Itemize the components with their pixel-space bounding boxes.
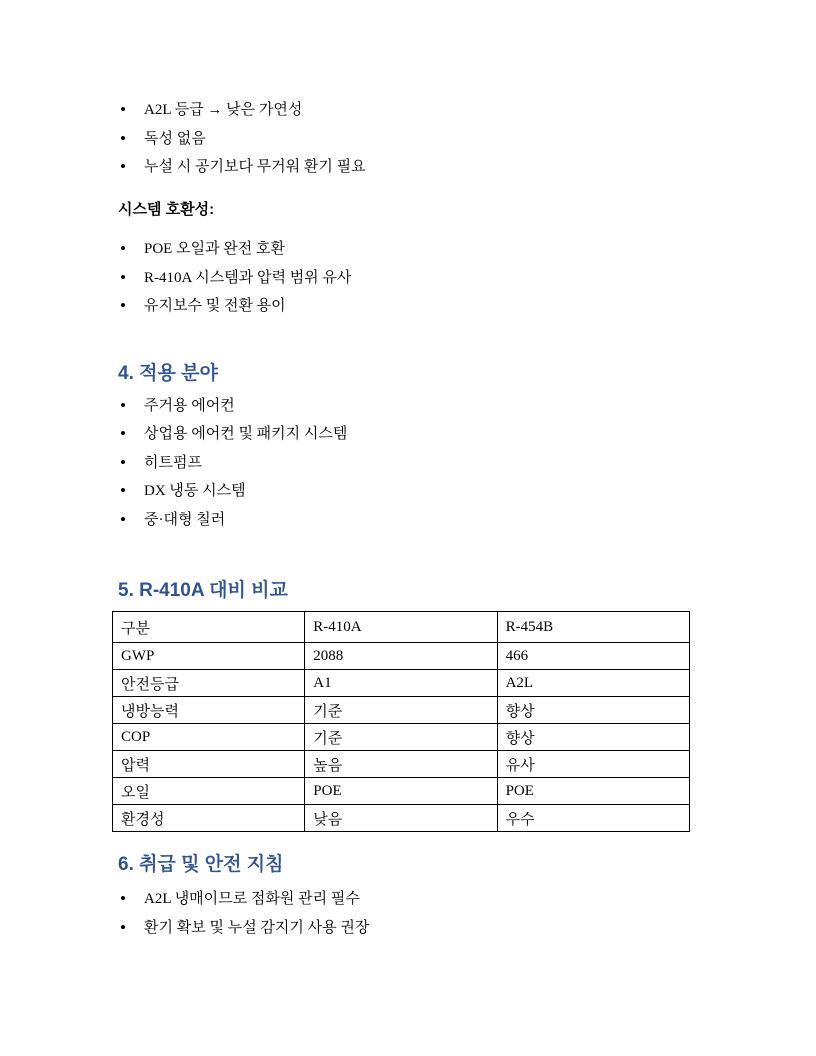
table-cell: 낮음 bbox=[305, 805, 497, 832]
table-header-cell: R-454B bbox=[497, 612, 689, 643]
table-cell: 냉방능력 bbox=[113, 697, 305, 724]
table-cell: POE bbox=[305, 778, 497, 805]
safety-bullet-list bbox=[118, 96, 698, 182]
table-cell: 유사 bbox=[497, 751, 689, 778]
compatibility-bullet-list bbox=[118, 235, 698, 321]
table-row bbox=[113, 724, 690, 751]
table-cell: 기준 bbox=[305, 697, 497, 724]
list-item: • 환기 확보 및 누설 감지기 사용 권장 bbox=[118, 914, 698, 943]
handling-bullet-list bbox=[118, 885, 698, 942]
list-item: • 상업용 에어컨 및 패키지 시스템 bbox=[118, 420, 698, 449]
section-heading-applications: 4. 적용 분야 bbox=[118, 362, 218, 384]
list-item: • R-410A 시스템과 압력 범위 유사 bbox=[118, 264, 698, 293]
table-header-cell: 구분 bbox=[113, 612, 305, 643]
table-cell: POE bbox=[497, 778, 689, 805]
table-cell: COP bbox=[113, 724, 305, 751]
table-cell: 압력 bbox=[113, 751, 305, 778]
list-item: • A2L 등급 → 낮은 가연성 bbox=[118, 96, 698, 125]
table-cell: 높음 bbox=[305, 751, 497, 778]
subheading-system-compatibility: 시스템 호환성: bbox=[118, 200, 215, 218]
table-cell: GWP bbox=[113, 643, 305, 670]
list-item: • POE 오일과 완전 호환 bbox=[118, 235, 698, 264]
table-cell: A1 bbox=[305, 670, 497, 697]
table-cell: 향상 bbox=[497, 724, 689, 751]
section-heading-handling-safety: 6. 취급 및 안전 지침 bbox=[118, 854, 284, 875]
applications-bullet-list bbox=[118, 392, 698, 535]
comparison-table bbox=[112, 611, 690, 832]
table-cell: 안전등급 bbox=[113, 670, 305, 697]
table-row bbox=[113, 778, 690, 805]
list-item: • 주거용 에어컨 bbox=[118, 392, 698, 421]
table-row bbox=[113, 805, 690, 832]
table-cell: A2L bbox=[497, 670, 689, 697]
table-row bbox=[113, 697, 690, 724]
table-cell: 우수 bbox=[497, 805, 689, 832]
table-row bbox=[113, 643, 690, 670]
list-item: • 독성 없음 bbox=[118, 125, 698, 154]
table-header-row bbox=[113, 612, 690, 643]
list-item: • 누설 시 공기보다 무거워 환기 필요 bbox=[118, 153, 698, 182]
list-item: • A2L 냉매이므로 점화원 관리 필수 bbox=[118, 885, 698, 914]
list-item: • DX 냉동 시스템 bbox=[118, 477, 698, 506]
list-item: • 히트펌프 bbox=[118, 449, 698, 478]
table-row bbox=[113, 751, 690, 778]
table-cell: 환경성 bbox=[113, 805, 305, 832]
table-header-cell: R-410A bbox=[305, 612, 497, 643]
table-cell: 오일 bbox=[113, 778, 305, 805]
list-item: • 유지보수 및 전환 용이 bbox=[118, 292, 698, 321]
table-cell: 2088 bbox=[305, 643, 497, 670]
list-item: • 중·대형 칠러 bbox=[118, 506, 698, 535]
table-cell: 기준 bbox=[305, 724, 497, 751]
table-cell: 466 bbox=[497, 643, 689, 670]
table-row bbox=[113, 670, 690, 697]
section-heading-comparison: 5. R-410A 대비 비교 bbox=[118, 580, 288, 601]
table-cell: 향상 bbox=[497, 697, 689, 724]
